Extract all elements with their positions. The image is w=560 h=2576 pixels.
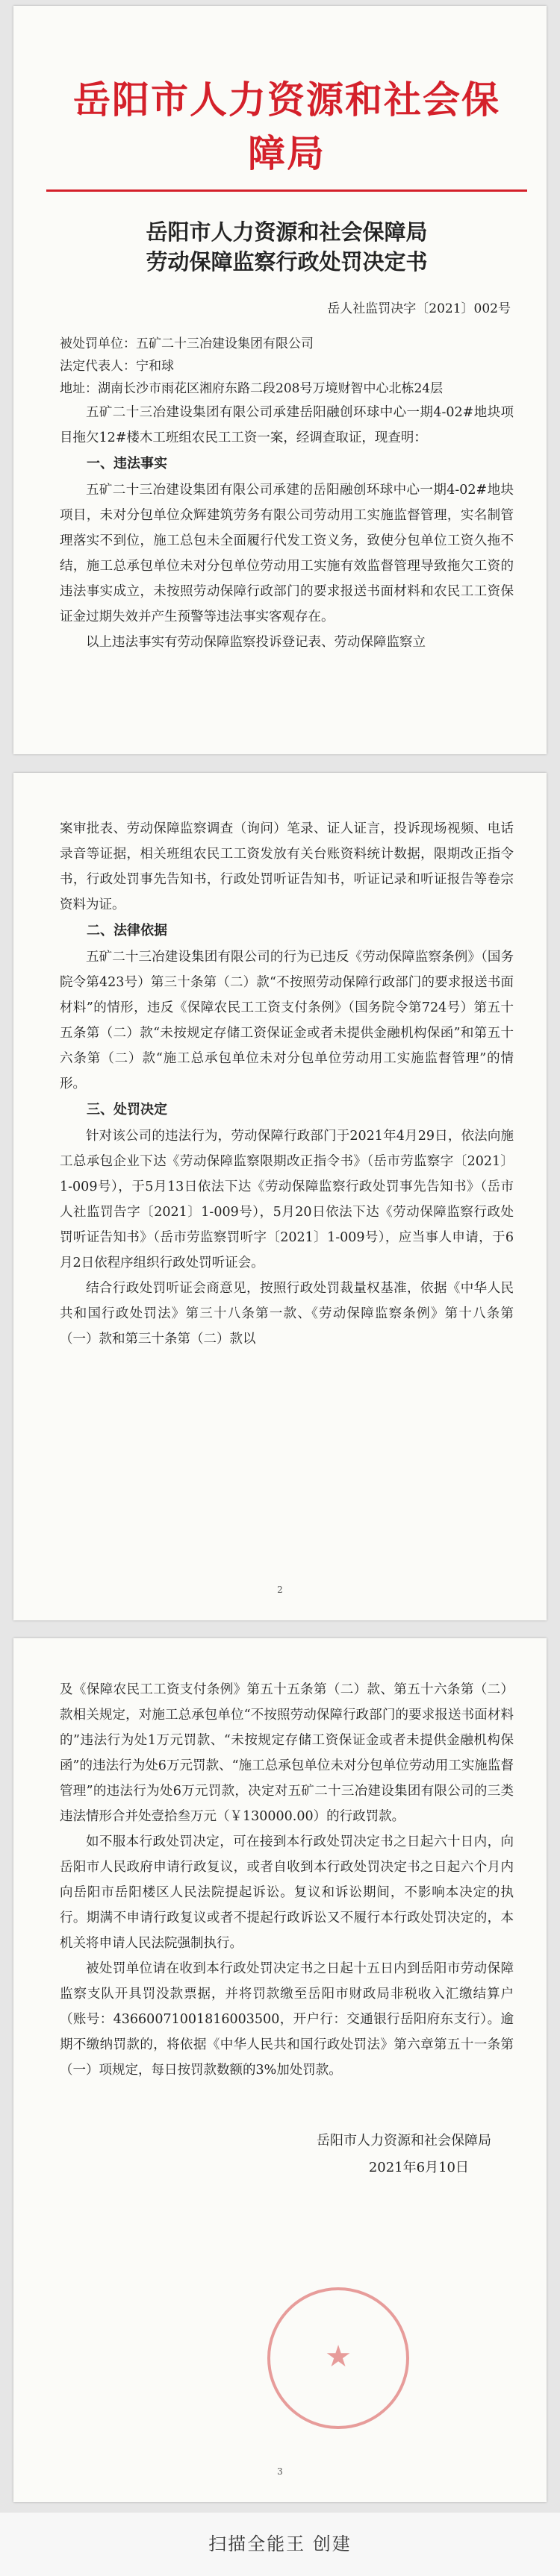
- document-page-1: [13, 6, 547, 754]
- signature-organization: 岳阳市人力资源和社会保障局: [317, 2133, 491, 2149]
- case-intro-paragraph: 五矿二十三冶建设集团有限公司承建岳阳融创环球中心一期4-02#地块项目拖欠12#楼木工班组农民工工资一案，经调查取证，现查明：: [60, 405, 514, 445]
- letterhead-divider: [46, 189, 527, 192]
- payment-paragraph: 被处罚单位请在收到本行政处罚决定书之日起十五日内到岳阳市劳动保障监察支队开具罚没款票据，并将罚款缴至岳阳市财政局非税收入汇缴结算户（账号：43660071001816003500，开户行：交通银行岳阳府东支行）。逾期不缴纳罚款的，将依据《中华人民共和国行政处罚法》第六章第五十一条第（一）项规定，每日按罚款数额的3%加处罚款。: [60, 1961, 514, 2078]
- document-page-3: [13, 1638, 547, 2502]
- legal-basis-paragraph: 五矿二十三冶建设集团有限公司的行为已违反《劳动保障监察条例》（国务院令第423号）第三十条第（二）款“不按照劳动保障行政部门的要求报送书面材料”的情形，违反《保障农民工工资支付条例》（国务院令第724号）第五十五条第（二）款“未按规定存储工资保证金或者未提供金融机构保函”和第五十六条第（二）款“施工总承包单位未对分包单位劳动用工实施监督管理”的情形。: [60, 950, 514, 1091]
- evidence-paragraph-start: 以上违法事实有劳动保障监察投诉登记表、劳动保障监察立: [86, 635, 426, 650]
- document-title-line-2: 劳动保障监察行政处罚决定书: [146, 249, 428, 275]
- section-heading-facts: 一、违法事实: [87, 456, 167, 471]
- appeal-paragraph: 如不服本行政处罚决定，可在接到本行政处罚决定书之日起六十日内，向岳阳市人民政府申请行政复议，或者自收到本行政处罚决定书之日起六个月内向岳阳市岳阳楼区人民法院提起诉讼。复议和诉讼期间，不影响本决定的执行。期满不申请行政复议或者不提起行政诉讼又不履行本行政处罚决定的，本机关将申请人民法院强制执行。: [60, 1834, 514, 1951]
- document-title-line-1: 岳阳市人力资源和社会保障局: [146, 219, 428, 245]
- document-page-2: [13, 773, 547, 1620]
- letterhead: 岳阳市人力资源和社会保障局: [73, 78, 500, 175]
- decision-paragraph-continued: 及《保障农民工工资支付条例》第五十五条第（二）款、第五十六条第（二）款相关规定，对施工总承包单位“不按照劳动保障行政部门的要求报送书面材料的”违法行为处1万元罚款、“未按规定存储工资保证金或者未提供金融机构保函”的违法行为处6万元罚款、“施工总承包单位未对分包单位劳动用工实施监督管理”的违法行为处6万元罚款，决定对五矿二十三冶建设集团有限公司的三类违法情形合并处壹拾叁万元（￥130000.00）的行政罚款。: [60, 1682, 514, 1824]
- scanner-watermark: 扫描全能王 创建: [208, 2533, 352, 2554]
- document-number: 岳人社监罚决字〔2021〕002号: [327, 301, 511, 316]
- respondent-line: 被处罚单位：五矿二十三冶建设集团有限公司: [60, 336, 314, 351]
- decision-paragraph-2: 结合行政处罚听证会商意见，按照行政处罚裁量权基准，依据《中华人民共和国行政处罚法》第三十八条第一款、《劳动保障监察条例》第十八条第（一）款和第三十条第（二）款以: [60, 1281, 514, 1347]
- scanner-footer: [0, 2513, 560, 2576]
- official-seal-icon: ★: [267, 2287, 409, 2429]
- address-line: 地址：湖南长沙市雨花区湘府东路二段208号万境财智中心北栋24层: [60, 381, 444, 396]
- page-number: 3: [277, 2466, 283, 2477]
- evidence-paragraph-continued: 案审批表、劳动保障监察调查（询问）笔录、证人证言，投诉现场视频、电话录音等证据，相关班组农民工工资发放有关台账资料统计数据，限期改正指令书，行政处罚事先告知书，行政处罚听证告知书，听证记录和听证报告等卷宗资料为证。: [60, 821, 514, 912]
- signature-date: 2021年6月10日: [368, 2160, 469, 2175]
- section-heading-legal-basis: 二、法律依据: [87, 923, 167, 938]
- decision-paragraph-1: 针对该公司的违法行为，劳动保障行政部门于2021年4月29日，依法向施工总承包企业下达《劳动保障监察限期改正指令书》（岳市劳监察字〔2021〕1-009号），于5月13日依法下达《劳动保障监察行政处罚事先告知书》（岳市人社监罚告字〔2021〕1-009号），5月20日依法下达《劳动保障监察行政处罚听证告知书》（岳市劳监察罚听字〔2021〕1-009号），应当事人申请，于6月2日依程序组织行政处罚听证会。: [60, 1129, 514, 1270]
- page-number: 2: [277, 1585, 283, 1595]
- legal-representative-line: 法定代表人：宁和球: [60, 359, 174, 374]
- facts-paragraph: 五矿二十三冶建设集团有限公司承建的岳阳融创环球中心一期4-02#地块项目，未对分包单位众辉建筑劳务有限公司劳动用工实施监督管理，实名制管理落实不到位，施工总包未全面履行代发工资义务，致使分包单位工资久拖不结，施工总承包单位未对分包单位劳动用工实施有效监督管理导致拖欠工资的违法事实成立，未按照劳动保障行政部门的要求报送书面材料和农民工工资保证金过期失效并产生预警等违法事实客观存在。: [60, 483, 514, 624]
- section-heading-decision: 三、处罚决定: [87, 1102, 167, 1118]
